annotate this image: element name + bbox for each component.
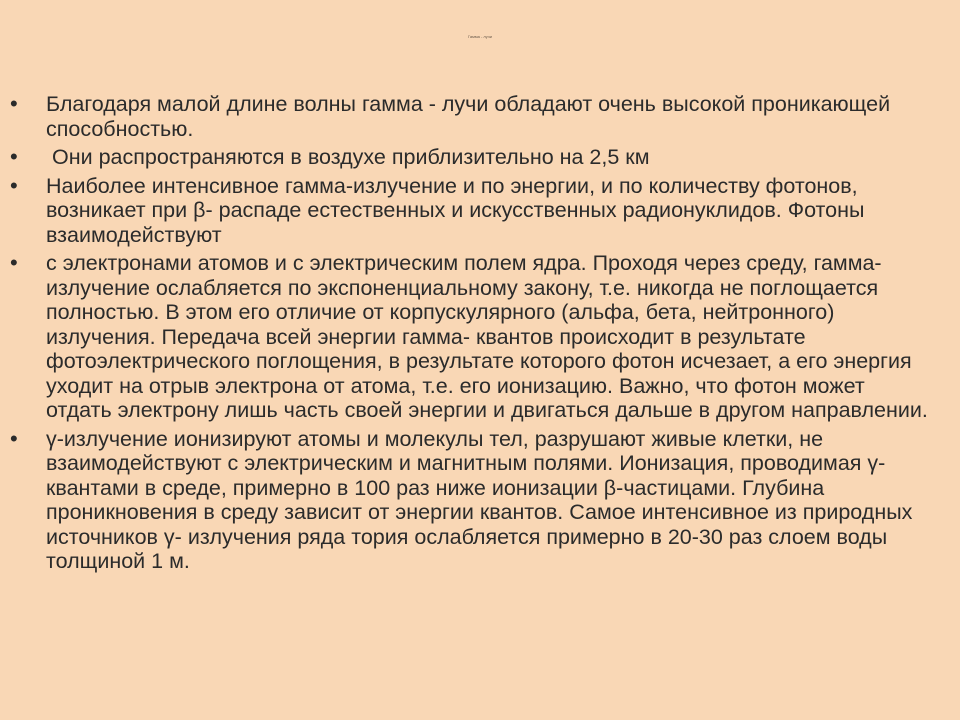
bullet-text: Наиболее интенсивное гамма-излучение и по энергии, и по количеству фотонов, возникает при β- распаде естественных и искусственных радионуклидов. Фотоны взаимодействуют: [46, 173, 865, 247]
bullet-item: [10, 174, 935, 248]
bullet-icon: •: [10, 425, 18, 451]
bullet-icon: •: [10, 250, 18, 275]
bullet-item: [10, 92, 935, 141]
bullet-text: с электронами атомов и с электрическим полем ядра. Проходя через среду, гамма-излучение ослабляется по экспоненциальному закону, т.е. никогда не поглощается полностью. В этом его отличие от корпускулярного (альфа, бета, нейтронного) излучения. Передача всей энергии гамма- квантов происходит в результате фотоэлектрического поглощения, в результате которого фотон исчезает, а его энергия уходит на отрыв электрона от атома, т.е. его ионизацию. Важно, что фотон может отдать электрону лишь часть своей энергии и двигаться дальше в другом направлении.: [46, 251, 928, 422]
bullet-text: γ-излучение ионизируют атомы и молекулы тел, разрушают живые клетки, не взаимодействуют с электрическим и магнитным полями. Ионизация, проводимая γ- квантами в среде, примерно в 100 раз ниже ионизации β-частицами. Глубина проникновения в среду зависит от энергии квантов. Самое интенсивное из природных источников γ- излучения ряда тория ослабляется примерно в 20-30 раз слоем воды толщиной 1 м.: [46, 426, 913, 573]
bullet-list: [10, 92, 935, 578]
bullet-item: [10, 251, 935, 423]
bullet-icon: •: [10, 144, 18, 169]
slide-title: Гамма - лучи: [467, 34, 493, 39]
bullet-text: Благодаря малой длине волны гамма - лучи обладают очень высокой проникающей способностью.: [46, 92, 891, 141]
bullet-item: [10, 427, 935, 574]
bullet-item: [10, 145, 935, 170]
bullet-icon: •: [10, 91, 18, 116]
bullet-text: Они распространяются в воздухе приблизительно на 2,5 км: [46, 145, 650, 169]
bullet-icon: •: [10, 172, 18, 198]
